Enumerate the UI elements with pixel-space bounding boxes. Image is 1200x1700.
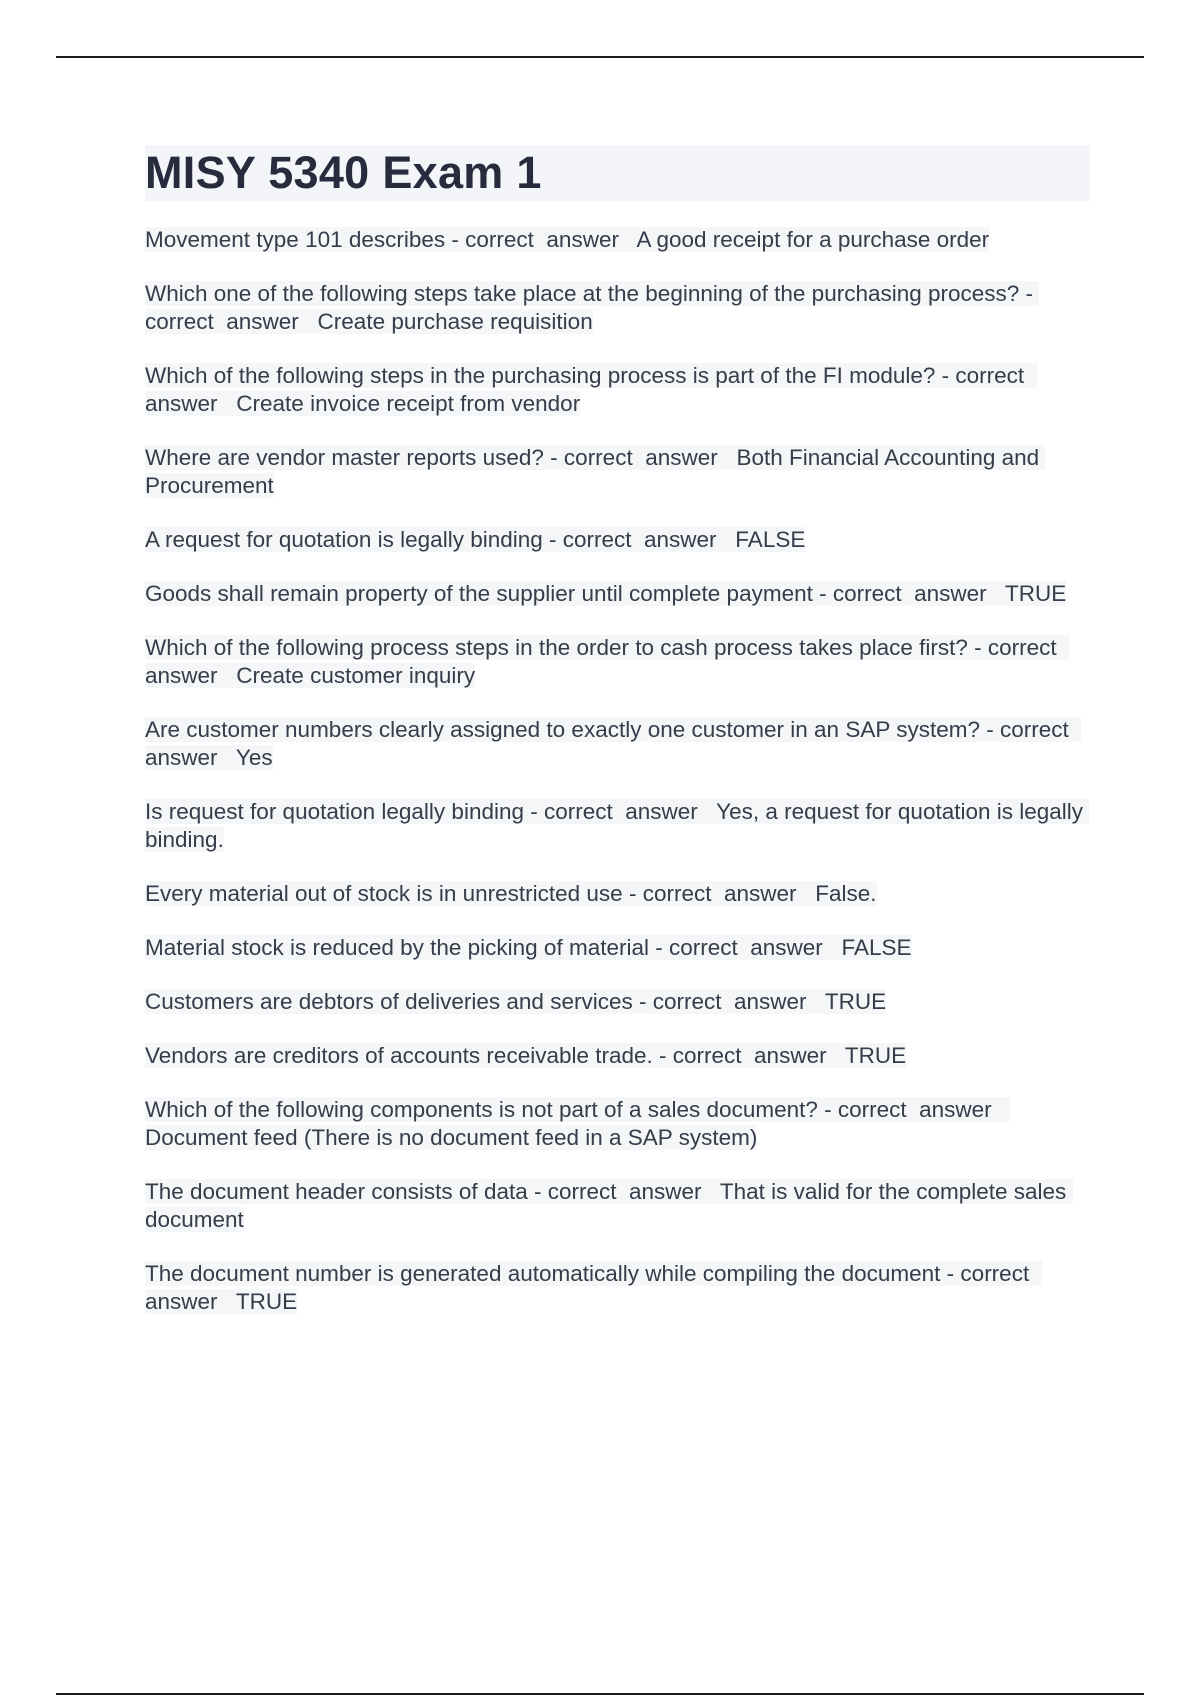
qa-item — [145, 280, 1090, 336]
qa-text: Material stock is reduced by the picking of material - correct answer FALSE — [145, 935, 912, 960]
qa-text: Every material out of stock is in unrestricted use - correct answer False. — [145, 881, 877, 906]
qa-list — [145, 226, 1090, 1316]
qa-item — [145, 1260, 1090, 1316]
qa-item — [145, 580, 1090, 608]
qa-item — [145, 934, 1090, 962]
qa-text: The document number is generated automatically while compiling the document - correct answer TRUE — [145, 1261, 1042, 1314]
qa-item — [145, 362, 1090, 418]
qa-text: The document header consists of data - correct answer That is valid for the complete sales document — [145, 1179, 1073, 1232]
qa-item — [145, 716, 1090, 772]
qa-text: Are customer numbers clearly assigned to exactly one customer in an SAP system? - correct answer Yes — [145, 717, 1082, 770]
qa-item — [145, 634, 1090, 690]
qa-text: Which one of the following steps take place at the beginning of the purchasing process? - correct answer Create purchase requisition — [145, 281, 1040, 334]
qa-item — [145, 226, 1090, 254]
qa-text: A request for quotation is legally binding - correct answer FALSE — [145, 527, 806, 552]
qa-item — [145, 1096, 1090, 1152]
bottom-divider — [56, 1693, 1144, 1695]
qa-item — [145, 798, 1090, 854]
qa-text: Which of the following steps in the purchasing process is part of the FI module? - correct answer Create invoice receipt from vendor — [145, 363, 1037, 416]
qa-text: Goods shall remain property of the supplier until complete payment - correct answer TRUE — [145, 581, 1067, 606]
qa-item — [145, 1042, 1090, 1070]
qa-text: Which of the following components is not part of a sales document? - correct answer Document feed (There is no document feed in a SAP system) — [145, 1097, 1011, 1150]
qa-text: Which of the following process steps in the order to cash process takes place first? - correct answer Create customer inquiry — [145, 635, 1070, 688]
qa-text: Movement type 101 describes - correct answer A good receipt for a purchase order — [145, 227, 990, 252]
qa-item — [145, 988, 1090, 1016]
qa-item — [145, 1178, 1090, 1234]
qa-text: Where are vendor master reports used? - correct answer Both Financial Accounting and Procurement — [145, 445, 1046, 498]
qa-item — [145, 880, 1090, 908]
qa-text: Customers are debtors of deliveries and services - correct answer TRUE — [145, 989, 887, 1014]
qa-item — [145, 444, 1090, 500]
document-title: MISY 5340 Exam 1 — [145, 145, 1090, 201]
qa-item — [145, 526, 1090, 554]
qa-text: Vendors are creditors of accounts receivable trade. - correct answer TRUE — [145, 1043, 907, 1068]
top-divider — [56, 56, 1144, 58]
document-body — [145, 145, 1090, 1316]
qa-text: Is request for quotation legally binding - correct answer Yes, a request for quotation is legally binding. — [145, 799, 1090, 852]
